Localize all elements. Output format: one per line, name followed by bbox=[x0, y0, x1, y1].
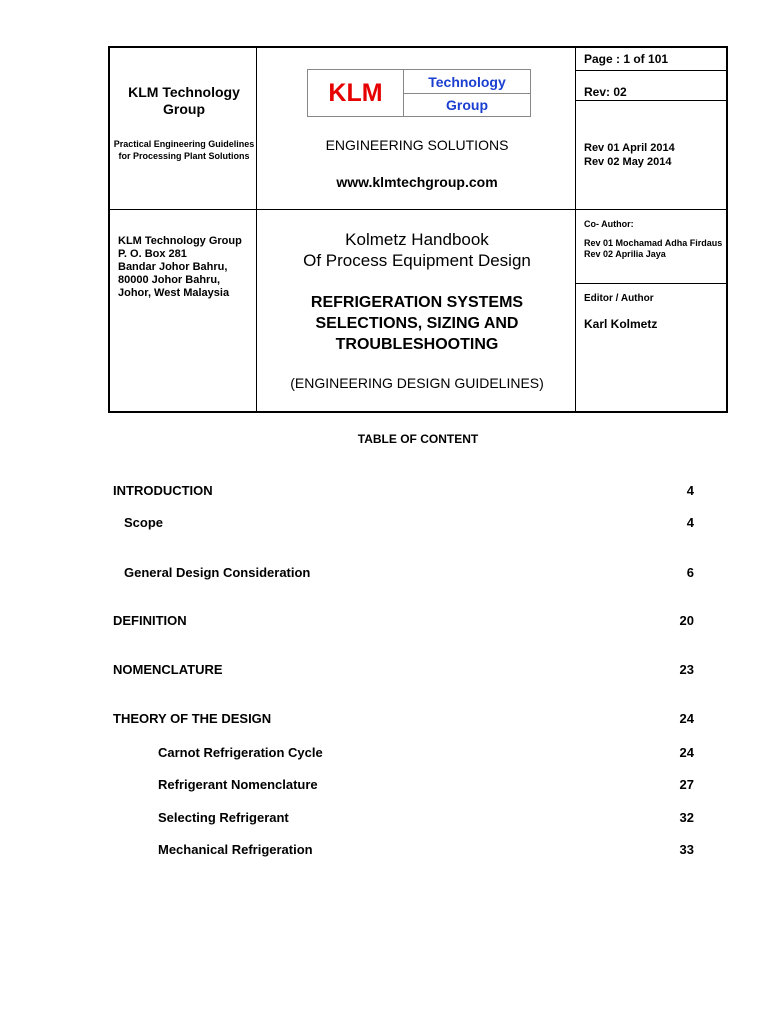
address-line: 80000 Johor Bahru, bbox=[118, 274, 221, 286]
toc-entry-page: 20 bbox=[679, 613, 694, 628]
toc-entry-page: 4 bbox=[686, 515, 694, 530]
company-tagline: Practical Engineering Guidelines for Processing Plant Solutions bbox=[113, 139, 255, 161]
handbook-title-line: Kolmetz Handbook bbox=[345, 230, 489, 249]
subject-line: SELECTIONS, SIZING AND bbox=[315, 315, 519, 332]
divider bbox=[576, 283, 726, 284]
page-number: Page : 1 of 101 bbox=[584, 52, 669, 66]
toc-entry-label: Refrigerant Nomenclature bbox=[158, 777, 318, 792]
revision-history bbox=[584, 141, 675, 169]
toc-entry-label: THEORY OF THE DESIGN bbox=[113, 711, 272, 726]
toc-entry-label: NOMENCLATURE bbox=[113, 662, 223, 677]
toc-entry-label: General Design Consideration bbox=[124, 565, 311, 580]
revision: Rev: 02 bbox=[584, 85, 627, 99]
handbook-title-line: Of Process Equipment Design bbox=[303, 251, 531, 270]
company-name: KLM Technology Group bbox=[128, 84, 240, 117]
toc-entry[interactable] bbox=[0, 515, 694, 533]
toc-entry[interactable] bbox=[0, 810, 694, 828]
address-line: KLM Technology Group bbox=[118, 235, 242, 247]
klm-logo bbox=[307, 69, 531, 117]
toc-entry-label: Selecting Refrigerant bbox=[158, 810, 289, 825]
document-subject bbox=[258, 292, 576, 355]
toc-entry[interactable] bbox=[0, 565, 694, 583]
editor-label: Editor / Author bbox=[584, 293, 654, 304]
coauthor-name: Rev 01 Mochamad Adha Firdaus bbox=[584, 238, 723, 248]
toc-entry-label: Carnot Refrigeration Cycle bbox=[158, 745, 323, 760]
toc-entry-label: Mechanical Refrigeration bbox=[158, 842, 313, 857]
document-header bbox=[108, 46, 728, 413]
toc-entry-page: 32 bbox=[679, 810, 694, 825]
divider bbox=[576, 100, 726, 101]
engineering-solutions: ENGINEERING SOLUTIONS bbox=[325, 137, 509, 153]
toc-title: TABLE OF CONTENT bbox=[357, 432, 479, 446]
revision-history-item: Rev 01 April 2014 bbox=[584, 142, 675, 154]
address-line: P. O. Box 281 bbox=[118, 248, 187, 260]
coauthor-list bbox=[584, 238, 722, 260]
toc-entry[interactable] bbox=[0, 711, 694, 729]
subject-line: TROUBLESHOOTING bbox=[335, 336, 499, 353]
revision-history-item: Rev 02 May 2014 bbox=[584, 156, 672, 168]
coauthor-name: Rev 02 Aprilia Jaya bbox=[584, 249, 666, 259]
website-link[interactable]: www.klmtechgroup.com bbox=[336, 174, 498, 190]
editor-name: Karl Kolmetz bbox=[584, 317, 658, 331]
toc-entry[interactable] bbox=[0, 745, 694, 763]
address-line: Bandar Johor Bahru, bbox=[118, 261, 228, 273]
toc-entry-page: 6 bbox=[686, 565, 694, 580]
toc-entry-page: 23 bbox=[679, 662, 694, 677]
toc-entry[interactable] bbox=[0, 483, 694, 501]
logo-technology-text: Technology bbox=[428, 73, 506, 90]
divider bbox=[110, 209, 726, 210]
toc-entry-label: Scope bbox=[124, 515, 164, 530]
handbook-title bbox=[258, 229, 576, 271]
logo-klm-text: KLM bbox=[328, 78, 383, 107]
toc-entry-page: 24 bbox=[679, 745, 694, 760]
company-address bbox=[118, 235, 258, 300]
toc-entry-label: DEFINITION bbox=[113, 613, 187, 628]
toc-entry-label: INTRODUCTION bbox=[113, 483, 213, 498]
divider bbox=[576, 70, 726, 71]
toc-entry-page: 4 bbox=[686, 483, 694, 498]
toc-entry[interactable] bbox=[0, 777, 694, 795]
coauthor-label: Co- Author: bbox=[584, 219, 634, 229]
toc-entry-page: 24 bbox=[679, 711, 694, 726]
address-line: Johor, West Malaysia bbox=[118, 287, 230, 299]
toc-entry-page: 33 bbox=[679, 842, 694, 857]
subject-line: REFRIGERATION SYSTEMS bbox=[310, 294, 524, 311]
toc-entry[interactable] bbox=[0, 613, 694, 631]
toc-entry-page: 27 bbox=[679, 777, 694, 792]
guidelines-label: (ENGINEERING DESIGN GUIDELINES) bbox=[290, 375, 544, 391]
toc-entry[interactable] bbox=[0, 662, 694, 680]
logo-group-text: Group bbox=[446, 97, 488, 113]
toc-entry[interactable] bbox=[0, 842, 694, 860]
